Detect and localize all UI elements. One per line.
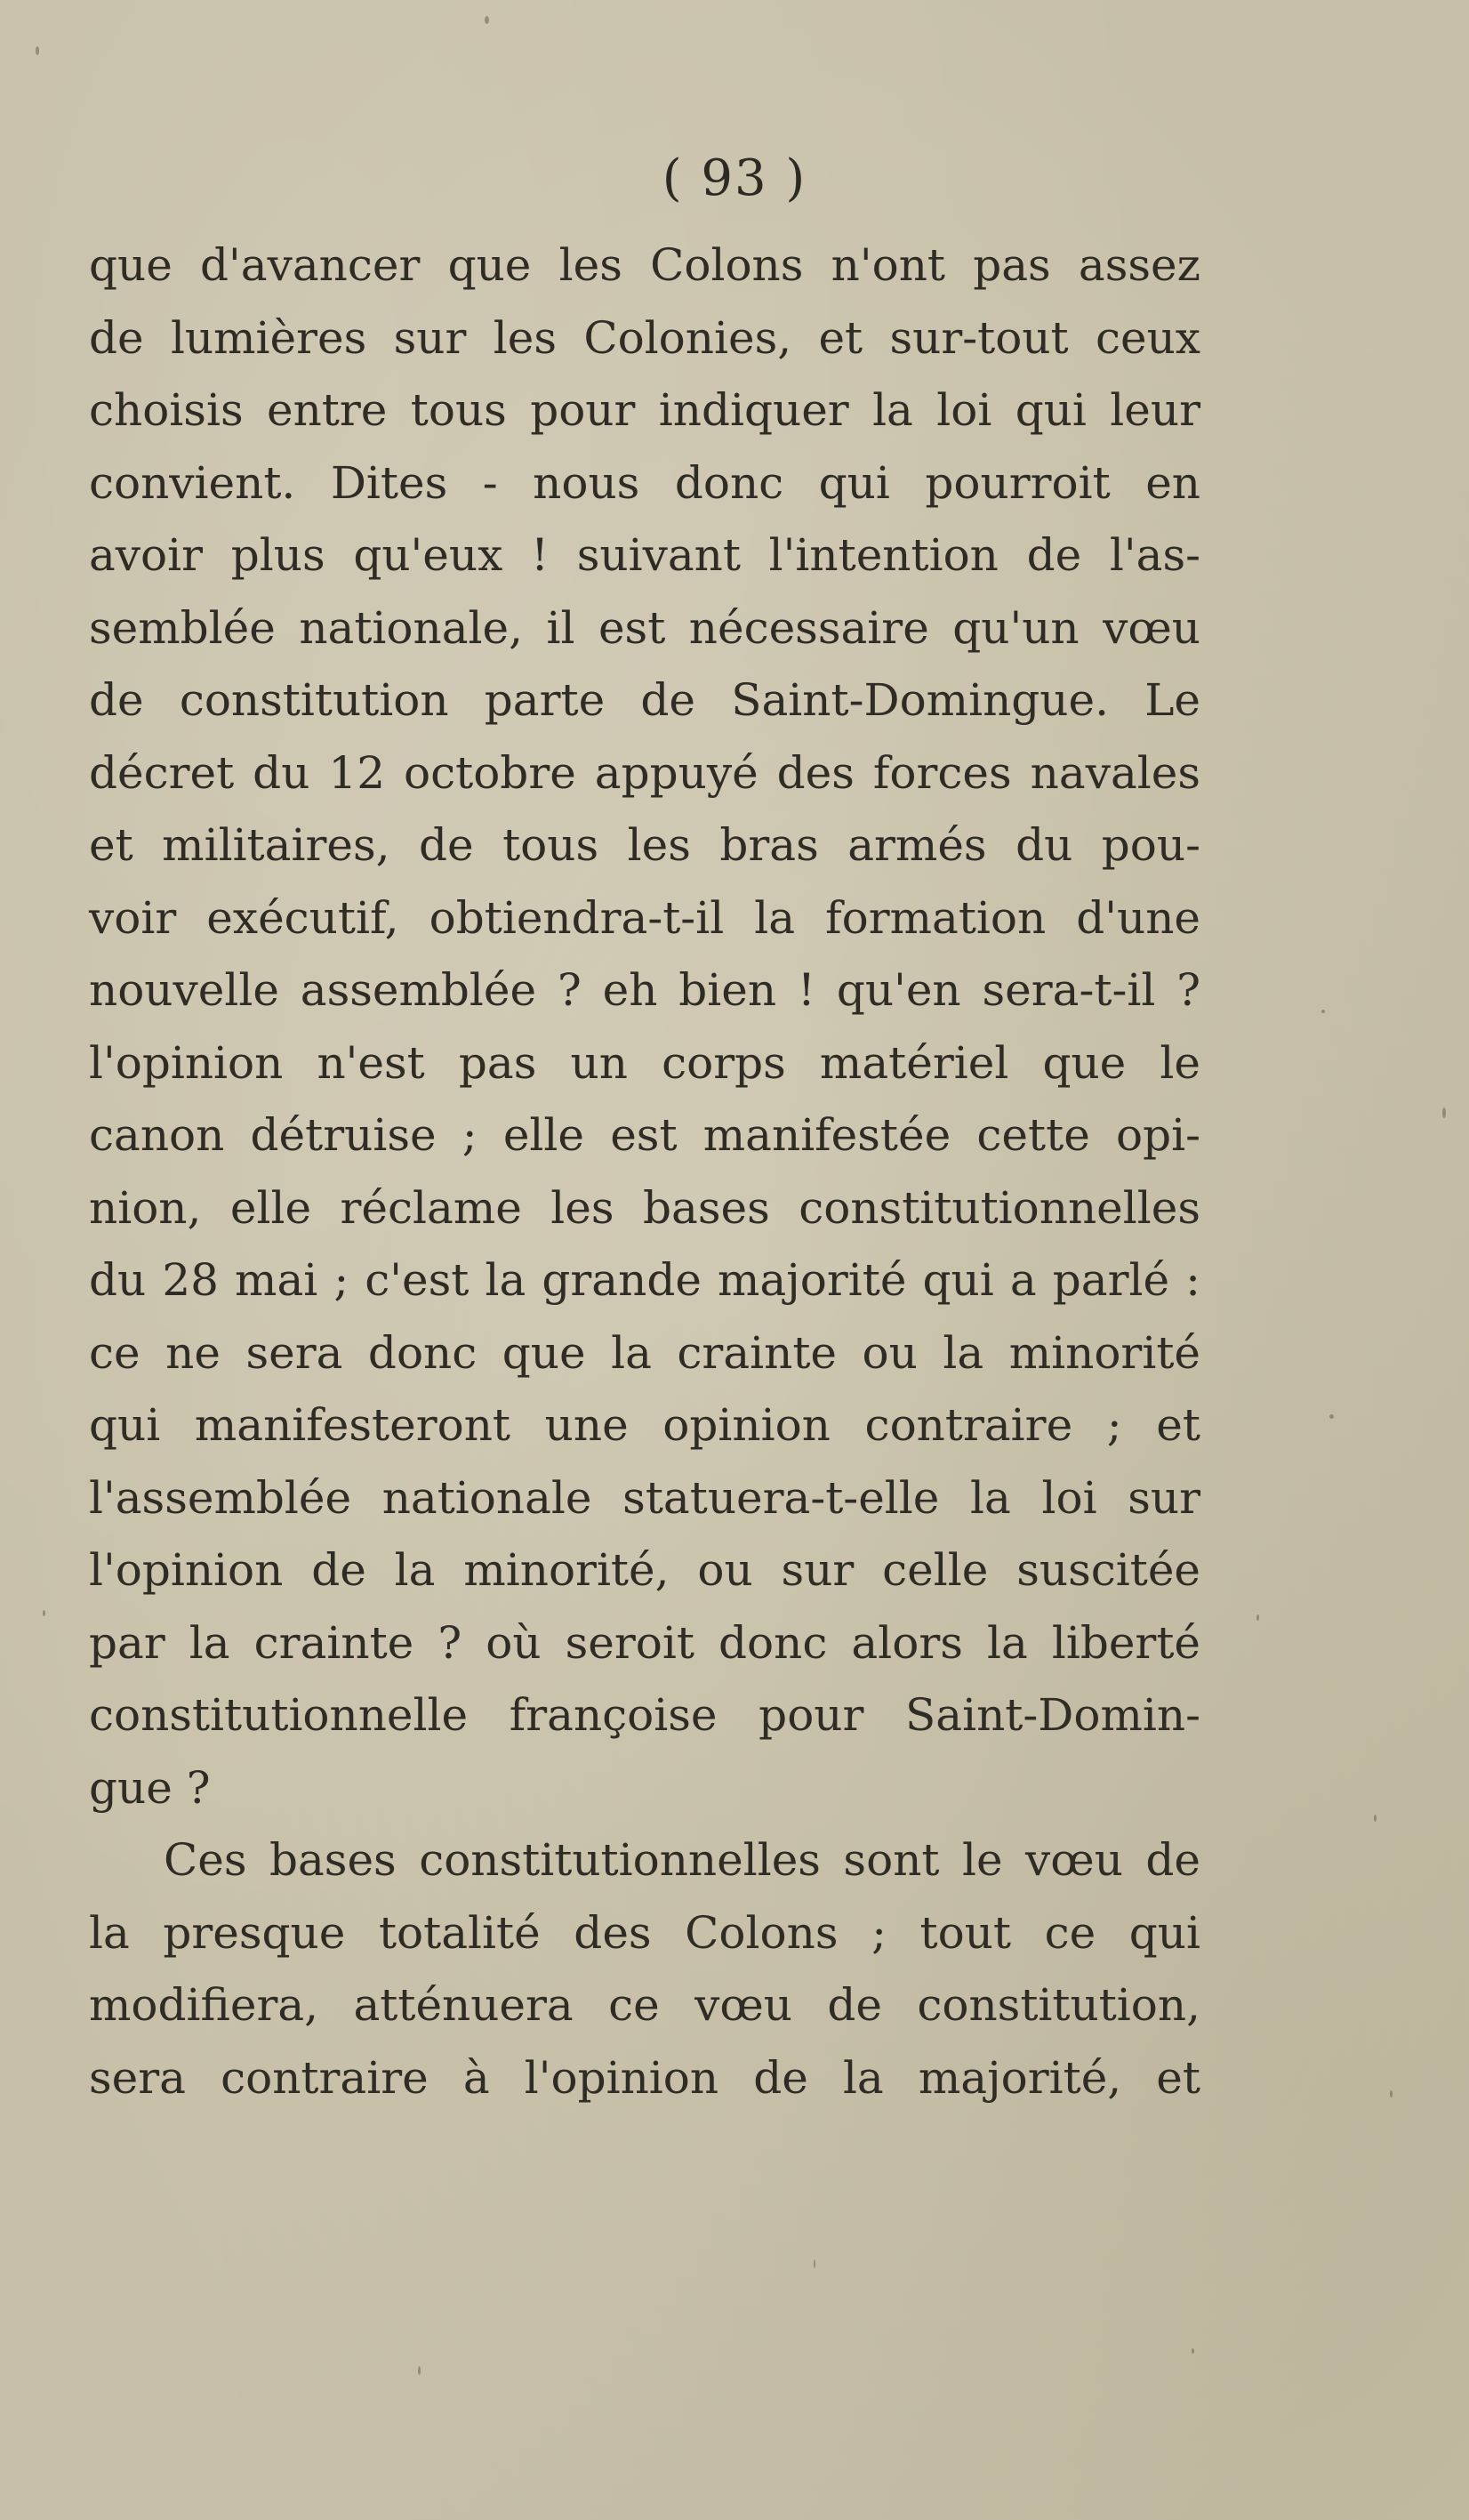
text-line: convient. Dites - nous donc qui pourroit en — [89, 456, 1200, 509]
text-line: l'assemblée nationale statuera-t-elle la loi sur — [89, 1471, 1200, 1524]
text-line: qui manifesteront une opinion contraire ; et — [89, 1399, 1200, 1451]
ink-speck — [1374, 1815, 1377, 1822]
ink-speck — [43, 1610, 45, 1616]
text-line: décret du 12 octobre appuyé des forces navales — [89, 746, 1200, 799]
text-line: l'opinion de la minorité, ou sur celle suscitée — [89, 1544, 1200, 1596]
text-line: canon détruise ; elle est manifestée cette opi- — [89, 1109, 1200, 1161]
ink-speck — [1256, 1614, 1259, 1621]
text-line: par la crainte ? où seroit donc alors la liberté — [89, 1616, 1200, 1669]
text-line: de constitution parte de Saint-Domingue. Le — [89, 674, 1200, 726]
text-line: nion, elle réclame les bases constitutionnelles — [89, 1181, 1200, 1234]
text-line: voir exécutif, obtiendra-t-il la formation d'une — [89, 891, 1200, 944]
ink-speck — [1192, 2348, 1194, 2354]
text-line: ce ne sera donc que la crainte ou la minorité — [89, 1326, 1200, 1379]
text-line: sera contraire à l'opinion de la majorité, et — [89, 2051, 1200, 2104]
body-text — [89, 229, 1200, 2114]
ink-speck — [36, 46, 39, 55]
text-line: et militaires, de tous les bras armés du pou- — [89, 819, 1200, 871]
paragraph-first-line: Ces bases constitutionnelles sont le vœu de — [164, 1834, 1200, 1886]
ink-speck — [418, 2366, 421, 2375]
text-line: l'opinion n'est pas un corps matériel que le — [89, 1036, 1200, 1089]
text-line: constitutionnelle françoise pour Saint-Domin- — [89, 1689, 1200, 1741]
ink-speck — [1442, 1107, 1446, 1118]
page-number: ( 93 ) — [662, 149, 807, 207]
text-line: avoir plus qu'eux ! suivant l'intention de l'as- — [89, 529, 1200, 581]
ink-speck — [1329, 1414, 1334, 1419]
text-line: modifiera, atténuera ce vœu de constitution, — [89, 1979, 1200, 2031]
ink-speck — [1321, 1010, 1325, 1013]
text-line: semblée nationale, il est nécessaire qu'un vœu — [89, 601, 1200, 654]
text-line: du 28 mai ; c'est la grande majorité qui a parlé : — [89, 1254, 1200, 1306]
text-line: de lumières sur les Colonies, et sur-tout ceux — [89, 311, 1200, 364]
text-line: choisis entre tous pour indiquer la loi qui leur — [89, 384, 1200, 436]
text-line: nouvelle assemblée ? eh bien ! qu'en sera-t-il ? — [89, 964, 1200, 1016]
ink-speck — [485, 16, 489, 24]
text-line: que d'avancer que les Colons n'ont pas assez — [89, 239, 1200, 291]
text-line: gue ? — [89, 1761, 211, 1814]
text-line: la presque totalité des Colons ; tout ce qui — [89, 1906, 1200, 1959]
ink-speck — [1390, 2090, 1393, 2097]
ink-speck — [814, 2259, 815, 2268]
